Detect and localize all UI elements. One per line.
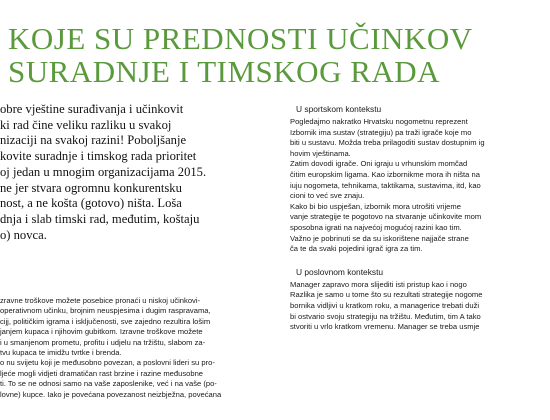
lead-line: ki rad čine veliku razliku u svakoj xyxy=(0,117,172,132)
body-line: i u smanjenom prometu, profitu i udjelu na tržištu, slabom za- xyxy=(0,337,206,347)
body-line: janjem kupaca i njihovim gubitkom. Izravne troškove možete xyxy=(0,327,203,337)
section-heading-business: U poslovnom kontekstu xyxy=(296,266,384,277)
body-line: Pogledajmo nakratko Hrvatsku nogometnu reprezent xyxy=(290,117,468,126)
body-line: biti u sustavu. Možda treba prilagoditi sustav dostupnim ig xyxy=(290,138,485,148)
lead-line: oj jedan u mnogim organizacijama 2015. xyxy=(0,164,207,179)
body-line: cijj, političkim igrama i isključenosti, sve zajedno rezultira lošim xyxy=(0,316,211,326)
lead-line: obre vještine surađivanja i učinkovit xyxy=(0,102,184,116)
body-line: Važno je pobrinuti se da su iskorištene najjače strane xyxy=(290,233,469,243)
paragraph-sport-1 xyxy=(290,117,550,159)
body-line: stvoriti u vrlo kratkom vremenu. Manager se treba usmje xyxy=(290,322,480,332)
section-spacer xyxy=(290,255,550,267)
body-line: Zatim dovodi igrače. Oni igraju u vrhunskim momčad xyxy=(290,159,468,169)
body-line: Kako bi bio uspješan, izbornik mora utrošiti vrijeme xyxy=(290,201,461,211)
left-body-text xyxy=(0,296,272,400)
body-line: zravne troškove možete posebice pronaći u niskoj učinkovi- xyxy=(0,296,201,305)
body-line: ča te da svaki pojedini igrač igra za tim. xyxy=(290,244,423,254)
lead-line: nost, a ne košta (gotovo) ništa. Loša xyxy=(0,196,182,211)
body-line: Izbornik ima sustav (strategiju) pa traži igrače koje mo xyxy=(290,127,472,137)
body-line: vanje strategije te pogotovo na stvaranje učinkovite mom xyxy=(290,212,482,222)
paragraph-sport-2 xyxy=(290,159,550,201)
lead-line: ne jer stvara ogromnu konkurentsku xyxy=(0,180,182,195)
body-line: hovim vještinama. xyxy=(290,148,351,158)
lead-paragraph xyxy=(0,102,272,243)
body-line: Manager zapravo mora slijediti isti pristup kao i nogo xyxy=(290,279,467,289)
title-line-1: KOJE SU PREDNOSTI UČINKOV xyxy=(8,21,473,56)
lead-line: o) novca. xyxy=(0,227,47,242)
right-column xyxy=(290,104,550,333)
body-line: iuju nogometa, tehnikama, taktikama, sustavima, itd, kao xyxy=(290,180,481,190)
paragraph-sport-4 xyxy=(290,234,550,255)
body-line: Razlika je samo u tome što su rezultati strategije nogome xyxy=(290,290,483,300)
body-line: sposobna igrati na najvećoj mogućoj razini kao tim. xyxy=(290,222,462,232)
lead-line: kovite suradnje i timskog rada prioritet xyxy=(0,149,197,164)
paragraph-sport-3 xyxy=(290,202,550,234)
body-line: ljeće mogli vidjeti dramatičan rast brzine i razine međusobne xyxy=(0,368,204,378)
lead-line: nizaciji na svakoj razini! Poboljšanje xyxy=(0,133,187,148)
article-title xyxy=(8,22,550,88)
lead-line: dnja i slab timski rad, međutim, koštaju xyxy=(0,211,200,226)
title-line-2: SURADNJE I TIMSKOG RADA xyxy=(8,54,441,89)
body-line: cioni to već sve znaju. xyxy=(290,191,365,201)
paragraph-business-1 xyxy=(290,280,550,333)
body-line: tvu kupaca te imidžu tvrtke i brenda. xyxy=(0,348,122,358)
body-line: čitim europskim ligama. Kao izbornikme mora ih ništa na xyxy=(290,169,480,179)
body-line: bornika vidljivi u kratkom roku, a managerice trebati duži xyxy=(290,300,480,310)
body-line: bi ostvario svoju strategiju na tržištu. Međutim, tim A tako xyxy=(290,311,481,321)
body-line: o nu svijetu koji je međusobno povezan, a poslovni lideri su pro- xyxy=(0,358,215,368)
body-line: lovne) kupce. Iako je povećana povezanost neizbježna, povećana xyxy=(0,389,222,399)
body-line: operativnom učinku, brojnim neuspjesima i dugim raspravama, xyxy=(0,306,211,316)
section-heading-sport: U sportskom kontekstu xyxy=(296,104,382,114)
body-line: ti. To se ne odnosi samo na vaše zaposlenike, već i na vaše (po- xyxy=(0,379,217,389)
